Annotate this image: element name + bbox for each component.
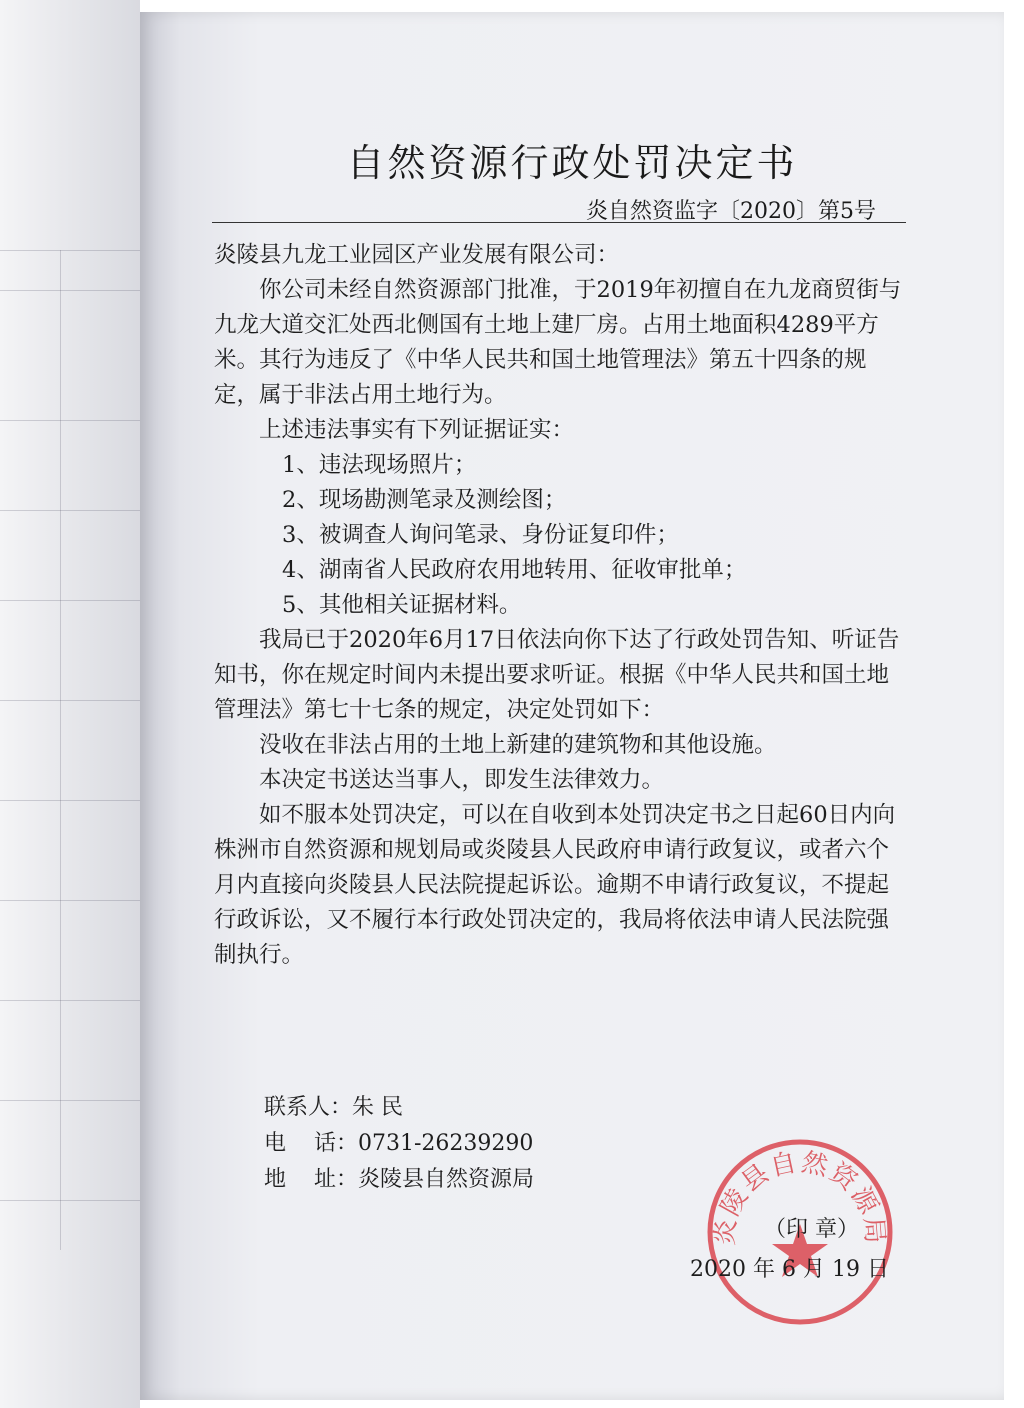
- document-body: [214, 238, 910, 973]
- evidence-item: 1、违法现场照片；: [282, 452, 477, 478]
- contact-phone-label: 电 话：: [264, 1131, 358, 1156]
- contact-block: [264, 1090, 534, 1198]
- evidence-item: 5、其他相关证据材料。: [282, 592, 522, 618]
- body-paragraph: 上述违法事实有下列证据证实：: [259, 417, 575, 443]
- body-paragraph: 如不服本处罚决定，可以在自收到本处罚决定书之日起60日内向株洲市自然资源和规划局或炎陵县人民政府申请行政复议，或者六个月内直接向炎陵县人民法院提起诉讼。逾期不申请行政复议，不提起行政诉讼，又不履行本行政处罚决定的，我局将依法申请人民法院强制执行。: [214, 802, 896, 968]
- evidence-item: 2、现场勘测笔录及测绘图；: [282, 487, 567, 513]
- contact-phone-row: [264, 1126, 534, 1162]
- adjacent-page-bleed: [0, 0, 140, 1408]
- seal-text: 炎陵县自然资源局: [710, 1147, 890, 1247]
- document-number-line: [212, 194, 906, 223]
- contact-address: 炎陵县自然资源局: [357, 1167, 534, 1192]
- contact-address-row: [264, 1162, 534, 1198]
- body-paragraph: 你公司未经自然资源部门批准，于2019年初擅自在九龙商贸街与九龙大道交汇处西北侧国有土地上建厂房。占用土地面积4289平方米。其行为违反了《中华人民共和国土地管理法》第五十四条的规定，属于非法占用土地行为。: [214, 277, 902, 408]
- contact-person: 朱 民: [352, 1095, 404, 1120]
- document-date: 2020 年 6 月 19 日: [690, 1257, 889, 1282]
- seal-note: （印 章）: [764, 1217, 859, 1242]
- contact-person-row: [264, 1090, 534, 1126]
- body-paragraph: 没收在非法占用的土地上新建的建筑物和其他设施。: [259, 732, 777, 758]
- contact-phone: 0731-26239290: [357, 1131, 534, 1156]
- body-paragraph: 我局已于2020年6月17日依法向你下达了行政处罚告知、听证告知书，你在规定时间内未提出要求听证。根据《中华人民共和国土地管理法》第七十七条的规定，决定处罚如下：: [214, 627, 900, 723]
- body-paragraph: 本决定书送达当事人，即发生法律效力。: [259, 767, 665, 793]
- contact-person-label: 联系人：: [264, 1095, 353, 1120]
- contact-address-label: 地 址：: [264, 1167, 358, 1192]
- evidence-item: 3、被调查人询问笔录、身份证复印件；: [282, 522, 679, 548]
- document-number: 炎自然资监字〔2020〕第5号: [586, 199, 876, 224]
- recipient: 炎陵县九龙工业园区产业发展有限公司：: [214, 242, 620, 268]
- document-title: 自然资源行政处罚决定书: [346, 141, 798, 185]
- evidence-item: 4、湖南省人民政府农用地转用、征收审批单；: [282, 557, 747, 583]
